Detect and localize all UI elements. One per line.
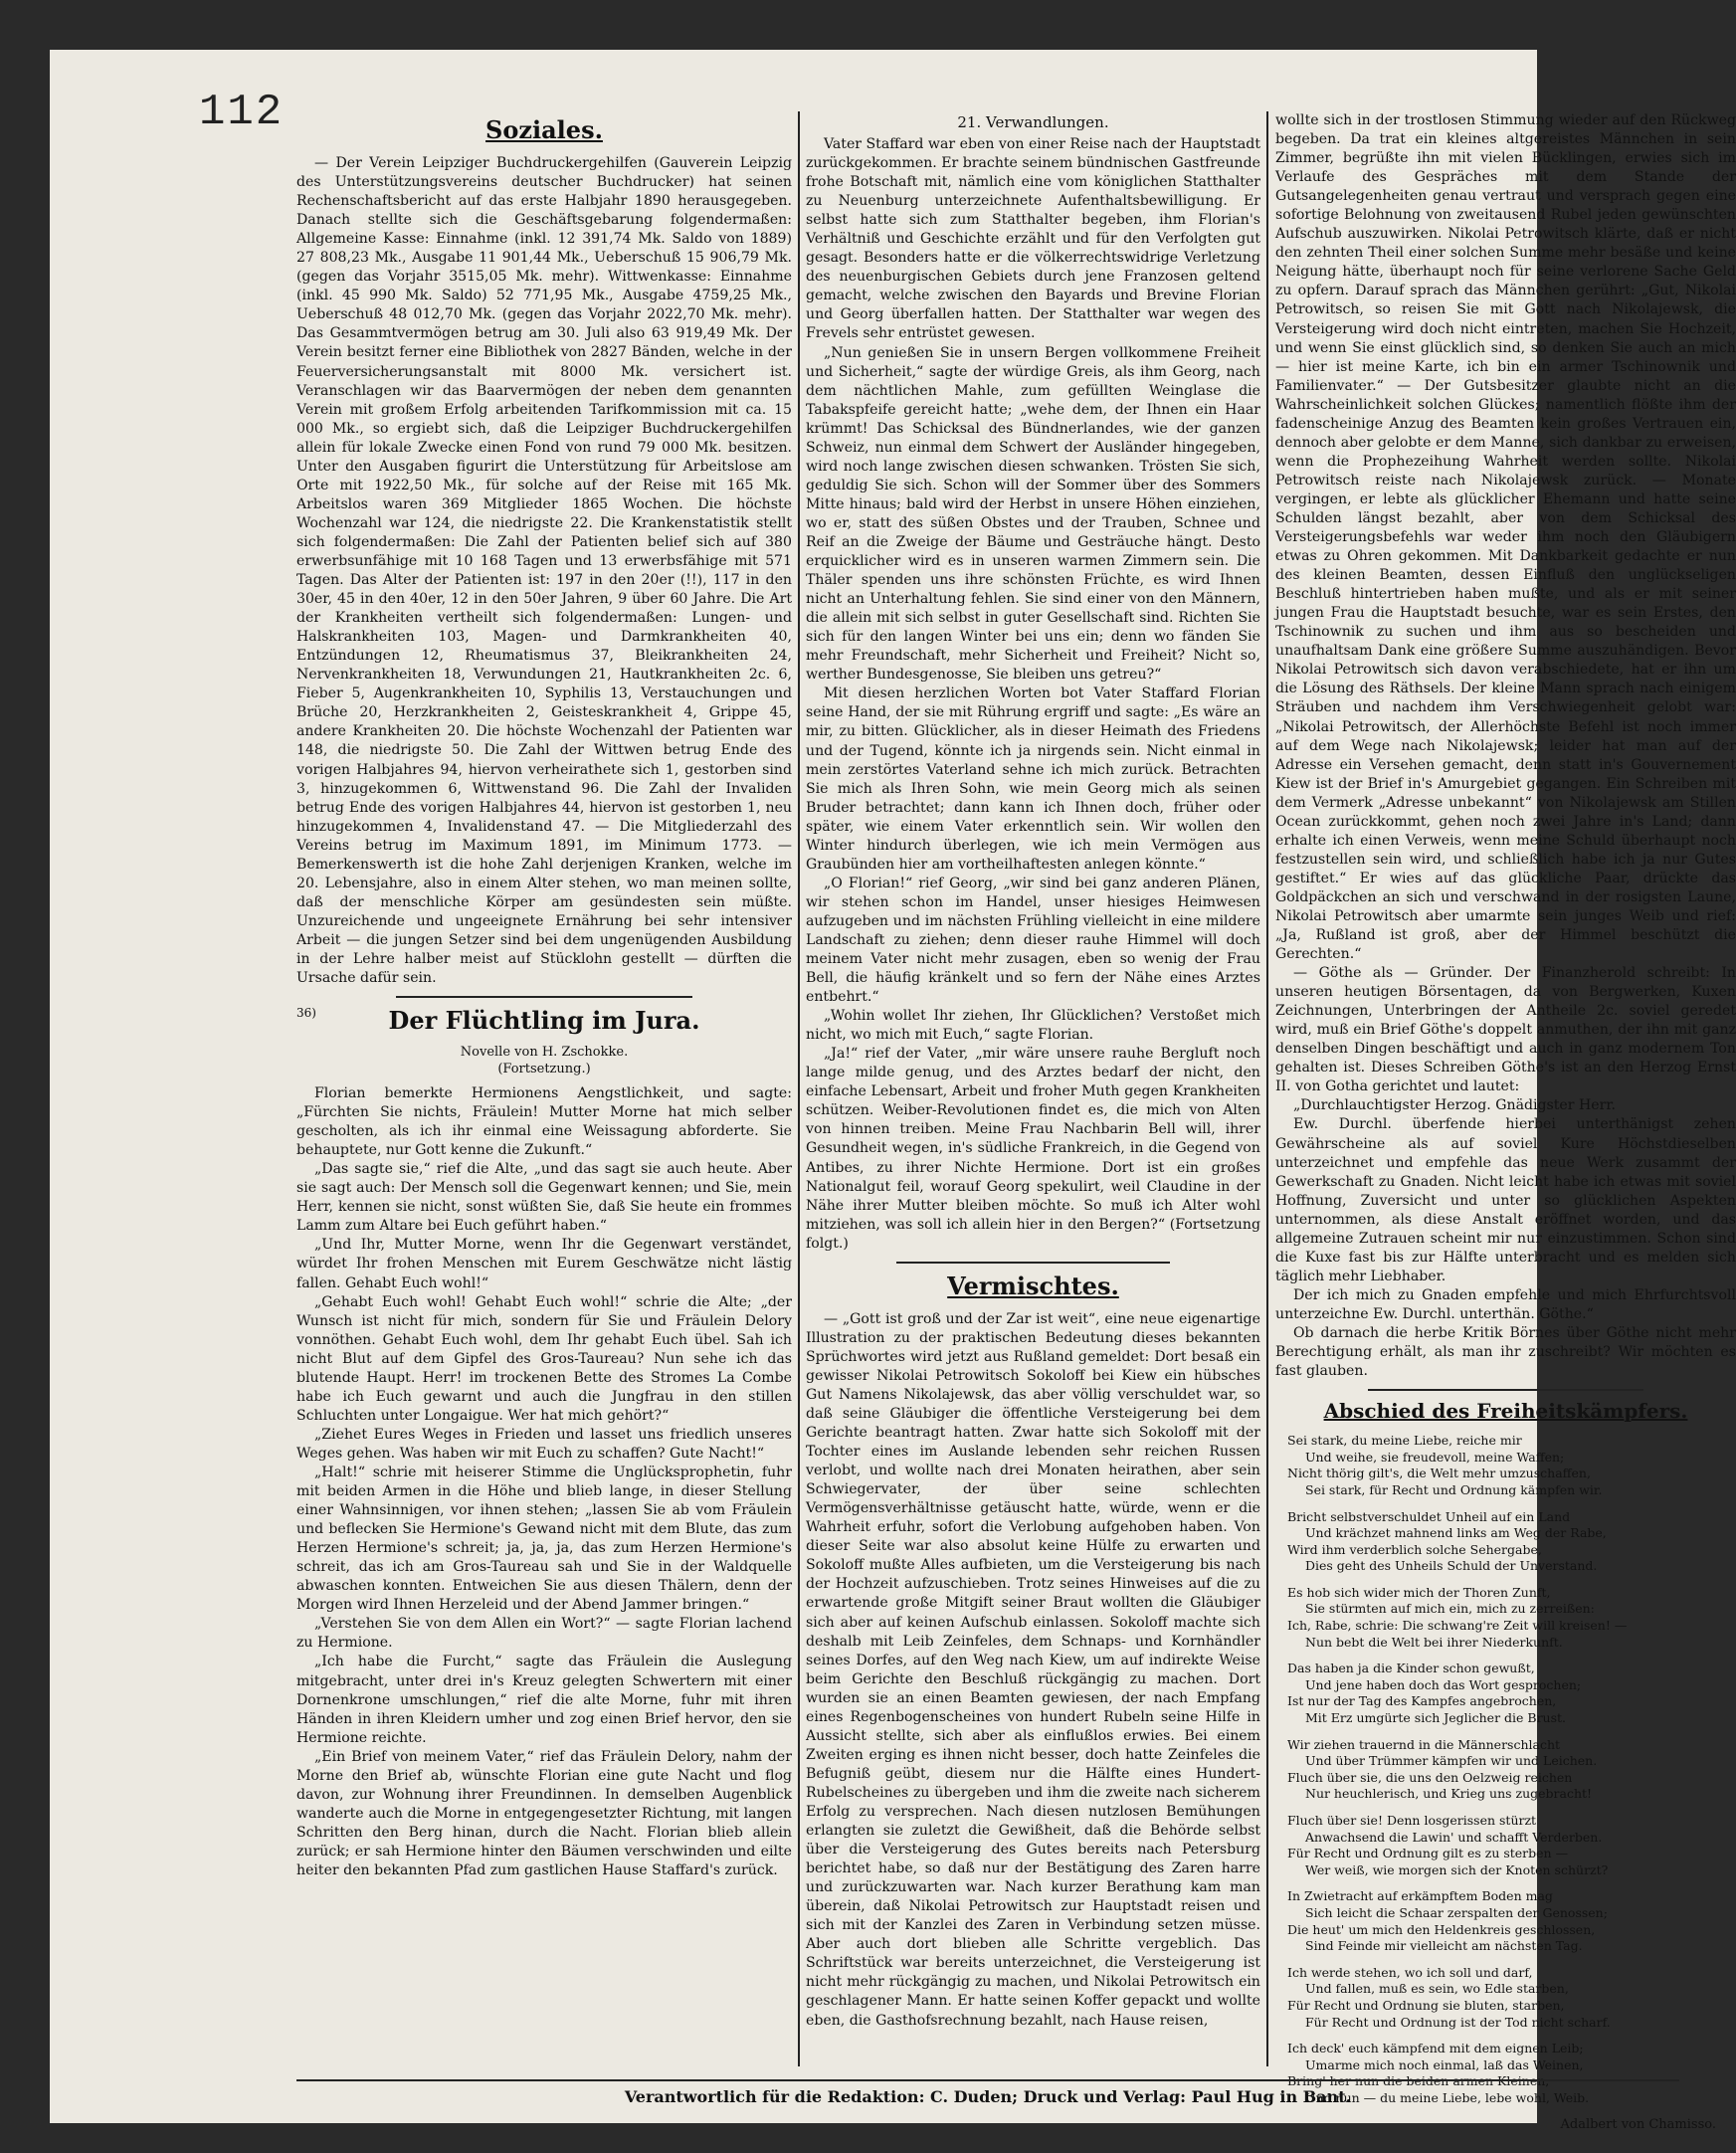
poem-line: Nur heuchlerisch, und Krieg uns zugebracht!: [1305, 1786, 1593, 1802]
poem-line: Ich werde stehen, wo ich soll und darf,: [1287, 1964, 1533, 1980]
novel-paragraph: „Ich habe die Furcht,“ sagte das Fräulein die Auslegung mitgebracht, unter drei in's Kreuz gelegten Schwertern mit einer Dornenkrone umschlungen,“ rief die alte Morne, fuhr mit ihren Händen in ihren Kleidern umher und zog einen Brief hervor, den sie Hermione reichte.: [296, 1654, 792, 1746]
column-rule: [1266, 111, 1268, 2066]
poem-line: Wird ihm verderblich solche Sehergabe,: [1287, 1541, 1542, 1557]
poem-line: In Zwietracht auf erkämpftem Boden mag: [1287, 1888, 1553, 1904]
poem-line: Das haben ja die Kinder schon gewußt,: [1287, 1661, 1535, 1676]
novel-paragraph: „Ziehet Eures Weges in Frieden und lasset uns friedlich unseres Weges gehen. Was haben wir mit Euch zu schaffen? Gute Nacht!“: [296, 1426, 792, 1462]
poem-line: Ich deck' euch kämpfend mit dem eignen Leib;: [1287, 2041, 1584, 2056]
poem-line: Bring' her nun die beiden armen Kleinen,: [1287, 2073, 1550, 2089]
chapter-heading: 21. Verwandlungen.: [957, 113, 1109, 131]
poem-line: Für Recht und Ordnung gilt es zu sterben —: [1287, 1846, 1569, 1861]
letter-salutation: „Durchlauchtigster Herzog. Gnädigster Herr.: [1293, 1097, 1617, 1114]
poem: [1275, 1433, 1736, 2106]
novel-paragraph: „Und Ihr, Mutter Morne, wenn Ihr die Gegenwart verständet, würdet Ihr frohen Menschen mit Eurem Geschwätze nicht lästig fallen. Gehabt Euch wohl!“: [296, 1237, 792, 1291]
poem-line: Sei stark, du meine Liebe, reiche mir: [1287, 1433, 1522, 1449]
novel-paragraph: „Gehabt Euch wohl! Gehabt Euch wohl!“ schrie die Alte; „der Wunsch ist nicht für mich, sondern für Sie und Fräulein Delory vonnöthen. Gehabt Euch wohl, dem Ihr gehabt Euch übel. Sah ich nicht Blut auf dem Gipfel des Gros-Taureau? Nun sehe ich das blutende Haupt. Herr! im trockenen Bette des Stromes La Combe habe ich Euch gewarnt und auch die Jungfrau in den stillen Schluchten unter Longaigue. Wer hat mich gehört?“: [296, 1293, 792, 1424]
poem-line: Und nun — du meine Liebe, lebe wohl, Weib.: [1305, 2089, 1590, 2105]
poem-line: Ich, Rabe, schrie: Die schwang're Zeit will kreisen! —: [1287, 1618, 1628, 1634]
poem-stanza: [1287, 1509, 1736, 1575]
novel-paragraph: „Halt!“ schrie mit heiserer Stimme die Unglücksprophetin, fuhr mit beiden Armen in die Höhe und blieb lange, in dieser Stellung einer Wahnsinnigen, vor ihnen stehen; „lassen Sie ab vom Fräulein und beflecken Sie Hermione's Gewand nicht mit dem Blute, das zum Herzen Hermione's schreit; ja, ja, ja, das zum Herzen Hermione's schreit, das ich am Gros-Taureau sah und Sie in der Waldquelle abwaschen konnten. Entweichen Sie aus diesen Thälern, denn der Morgen wird Ihnen Herzeleid und der Abend Jammer bringen.“: [296, 1465, 792, 1614]
section-title-soziales: Soziales.: [485, 115, 603, 144]
letter-body: Ew. Durchl. überfende hierbei unterthänigst zehen Gewährscheine als auf soviel Kure Höchstdieselben unterzeichnet und empfehle das neue Werk zusammt der Gewerkschaft zu Gnaden. Nicht leicht habe ich etwas mit soviel Hoffnung, Zuversicht und unter so glücklichen Aspekten unternommen, als diese Anstalt eröffnet worden, und das allgemeine Zutrauen scheint mir nur einzustimmen. Schon sind die Kuxe fast bis zur Hälfte unterbracht und es melden sich täglich mehr Liebhaber.: [1275, 1116, 1736, 1284]
poem-line: Wir ziehen trauernd in die Männerschlacht: [1287, 1736, 1561, 1752]
poem-line: Umarme mich noch einmal, laß das Weinen,: [1305, 2056, 1584, 2072]
novel-header: [296, 1006, 792, 1035]
poem-stanza: [1287, 1737, 1736, 1803]
poem-line: Und über Trümmer kämpfen wir und Leichen.: [1305, 1753, 1598, 1769]
article-paragraph: — Der Verein Leipziger Buchdruckergehilfen (Gauverein Leipzig des Unterstützungsvereins deutscher Buchdrucker) hat seinen Rechenschaftsbericht auf das erste Halbjahr 1890 herausgegeben. Danach stellte sich die Geschäftsgebarung folgendermaßen: Allgemeine Kasse: Einnahme (inkl. 12 391,74 Mk. Saldo von 1889) 27 808,23 Mk., Ausgabe 11 901,44 Mk., Ueberschuß 15 906,79 Mk. (gegen das Vorjahr 3515,05 Mk. mehr). Wittwenkasse: Einnahme (inkl. 45 990 Mk. Saldo) 52 771,95 Mk., Ausgabe 4759,25 Mk., Ueberschuß 48 012,70 Mk. (gegen das Vorjahr 2022,70 Mk. mehr). Das Gesammtvermögen betrug am 30. Juli also 63 919,49 Mk. Der Verein besitzt ferner eine Bibliothek von 2827 Bänden, welche in der Feuerversicherungsanstalt mit 8000 Mk. versichert ist. Veranschlagen wir das Baarvermögen der neben dem genannten Verein mit großem Erfolg arbeitenden Tarifkommission mit ca. 15 000 Mk., so ergiebt sich, daß die Leipziger Buchdruckergehilfen allein für lokale Zwecke einen Fond von rund 79 000 Mk. besitzen. Unter den Ausgaben figurirt die Unterstützung für Arbeitslose am Orte mit 1922,50 Mk., für solche auf der Reise mit 165 Mk. Arbeitslos waren 369 Mitglieder 1865 Wochen. Die höchste Wochenzahl war 124, die niedrigste 22. Die Krankenstatistik stellt sich folgendermaßen: Die Zahl der Patienten belief sich auf 380 erwerbsunfähige mit 10 168 Tagen und 13 erwerbsfähige mit 571 Tagen. Das Alter der Patienten ist: 197 in den 20er (!!), 117 in den 30er, 45 in den 40er, 12 in den 50er Jahren, 9 über 60 Jahre. Die Art der Krankheiten vertheilt sich folgendermaßen: Lungen- und Halskrankheiten 103, Magen- und Darmkrankheiten 40, Entzündungen 12, Rheumatismus 37, Bleikrankheiten 24, Nervenkrankheiten 18, Verwundungen 21, Hautkrankheiten 2c. 6, Fieber 5, Augenkrankheiten 10, Syphilis 13, Verstauchungen und Brüche 20, Herzkrankheiten 2, Geisteskrankheit 4, Grippe 45, andere Krankheiten 20. Die höchste Wochenzahl der Patienten war 148, die niedrigste 50. Die Zahl der Wittwen betrug Ende des vorigen Halbjahres 94, hiervon verheirathete sich 1, gestorben sind 3, hinzugekommen 6, Wittwenstand 96. Die Zahl der Invaliden betrug Ende des vorigen Halbjahres 44, hiervon ist gestorben 1, neu hinzugekommen 4, Invalidenstand 47. — Die Mitgliederzahl des Vereins betrug im Maximum 1891, im Minimum 1773. — Bemerkenswerth ist die hohe Zahl derjenigen Kranken, welche im 20. Lebensjahre, also in einem Alter stehen, wo man meinen sollte, daß der menschliche Körper am gesündesten sein müßte. Unzureichende und ungeeignete Ernährung bei sehr intensiver Arbeit — die jungen Setzer sind bei dem ungenügenden Ausbildung in der Lehre halber meist auf Stücklohn gestellt — dürften die Ursache dafür sein.: [296, 155, 792, 987]
divider: [896, 1262, 1169, 1264]
story-paragraph: „Wohin wollet Ihr ziehen, Ihr Glücklichen? Verstoßet mich nicht, wo mich mit Euch,“ sagte Florian.: [806, 1008, 1260, 1044]
novel-paragraph: „Ein Brief von meinem Vater,“ rief das Fräulein Delory, nahm der Morne den Brief ab, wünschte Florian eine gute Nacht und flog davon, zur Wohnung ihrer Freundinnen. In demselben Augenblick wanderte auch die Morne in entgegengesetzter Richtung, mit langen Schritten den Berg hinan, durch die Nacht. Florian blieb allein zurück; er sah Hermione hinter den Bäumen verschwinden und eilte heiter den bekannten Pfad zum gastlichen Hause Staffard's zurück.: [296, 1748, 792, 1878]
story-paragraph: Mit diesen herzlichen Worten bot Vater Staffard Florian seine Hand, der sie mit Rührung ergriff und sagte: „Es wäre an mir, zu bitten. Glücklicher, als in dieser Heimath des Friedens und der Tugend, könnte ich ja nirgends sein. Nicht einmal in mein zerstörtes Vaterland sehne ich mich zurück. Betrachten Sie mich als Ihren Sohn, wie mein Georg mich als seinen Bruder betrachtet; dann kann ich Ihnen doch, früher oder später, wie einem Vater erkenntlich sein. Wir wollen den Winter hindurch überlegen, wie ich mein Vermögen aus Graubünden hier am vortheilhaftesten anlegen könnte.“: [806, 685, 1260, 873]
story-paragraph: „Ja!“ rief der Vater, „mir wäre unsere rauhe Bergluft noch lange milde genug, und des Arztes bedarf der nicht, den einfache Lebensart, Arbeit und froher Muth gegen Krankheiten schützen. Weiber-Revolutionen findet es, die mich von Alten von hinnen treiben. Meine Frau Nachbarin Bell will, ihrer Gesundheit wegen, in's südliche Frankreich, in die Gegend von Antibes, zu ihrer Nichte Hermione. Dort ist ein großes Nationalgut feil, worauf Georg spekulirt, weil Claudine in der Nähe ihrer Mutter bleiben möchte. So muß ich Alter wohl mitziehen, was soll ich allein hier in den Bergen?“ (Fortsetzung folgt.): [806, 1046, 1260, 1252]
poem-title: Abschied des Freiheitskämpfers.: [1323, 1399, 1688, 1424]
poem-line: Ist nur der Tag des Kampfes angebrochen,: [1287, 1693, 1557, 1709]
column-middle: [806, 111, 1260, 2066]
poem-line: Es hob sich wider mich der Thoren Zunft,: [1287, 1584, 1551, 1600]
serial-number: 36): [296, 1006, 316, 1021]
poem-stanza: [1287, 1433, 1736, 1498]
poem-line: Mit Erz umgürte sich Jeglicher die Brust.: [1305, 1710, 1567, 1726]
article-paragraph: — Göthe als — Gründer. Der Finanzherold schreibt: In unseren heutigen Börsentagen, da von Bergwerken, Kuxen Zeichnungen, Unterbringen der Antheile 2c. soviel geredet wird, muß ein Brief Göthe's doppelt anmuthen, der ihn mit ganz denselben Dingen beschäftigt und auch in ganz modernem Ton gehalten ist. Dieses Schreiben Göthe's ist an den Herzog Ernst II. von Gotha gerichtet und lautet:: [1275, 965, 1736, 1095]
poem-line: Und jene haben doch das Wort gesprochen;: [1305, 1676, 1582, 1692]
poem-stanza: [1287, 1661, 1736, 1726]
column-left: [296, 111, 792, 2066]
novel-paragraph: „Verstehen Sie von dem Allen ein Wort?“ — sagte Florian lachend zu Hermione.: [296, 1616, 792, 1652]
poem-line: Sei stark, für Recht und Ordnung kämpfen wir.: [1305, 1481, 1603, 1497]
poem-line: Anwachsend die Lawin' und schafft Verderben.: [1305, 1829, 1603, 1845]
novel-continued: (Fortsetzung.): [497, 1062, 591, 1077]
letter-closing: Der ich mich zu Gnaden empfehle und mich Ehrfurchtsvoll unterzeichne Ew. Durchl. unterthän. Göthe.“: [1275, 1286, 1736, 1322]
divider: [1368, 1389, 1644, 1391]
poem-line: Sie stürmten auf mich ein, mich zu zerreißen:: [1305, 1601, 1595, 1617]
poem-line: Sich leicht die Schaar zerspalten der Genossen;: [1305, 1904, 1608, 1920]
imprint-footer: Verantwortlich für die Redaktion: C. Duden; Druck und Verlag: Paul Hug in Bant.: [296, 2079, 1679, 2106]
poem-line: Sind Feinde mir vielleicht am nächsten Tag.: [1305, 1938, 1583, 1954]
novel-author: Novelle von H. Zschokke.: [460, 1045, 629, 1061]
poem-stanza: [1287, 1585, 1736, 1651]
poem-line: Wer weiß, wie morgen sich der Knoten schürzt?: [1305, 1861, 1609, 1877]
page-number: 112: [199, 88, 285, 137]
novel-title: Der Flüchtling im Jura.: [388, 1006, 700, 1036]
poem-line: Bricht selbstverschuldet Unheil auf ein Land: [1287, 1508, 1571, 1524]
article-paragraph: wollte sich in der trostlosen Stimmung wieder auf den Rückweg begeben. Da trat ein kleines altgereistes Männchen in sein Zimmer, begrüßte ihn mit vielen Bücklingen, erwies sich im Verlaufe des Gespräches mit dem Stande der Gutsangelegenheiten genau vertraut und versprach gegen eine sofortige Belohnung von zweitausend Rubel jeden gewünschten Aufschub auszuwirken. Nikolai Petrowitsch klärte, daß er nicht den zehnten Theil einer solchen Summe mehr besäße und keine Neigung hätte, überhaupt noch für seine verlorene Sache Geld zu opfern. Darauf sprach das Männchen gerührt: „Gut, Nikolai Petrowitsch, so reisen Sie mit Gott nach Nikolajewsk, die Versteigerung wird doch nicht eintreten, machen Sie Hochzeit, und wenn Sie einst glücklich sind, so denken Sie auch an mich — hier ist meine Karte, ich bin ein armer Tschinownik und Familienvater.“ — Der Gutsbesitzer glaubte nicht an die Wahrscheinlichkeit solchen Glückes; namentlich flößte ihm der fadenscheinige Anzug des Beamten kein großes Vertrauen ein, dennoch aber gelobte er dem Manne, sich dankbar zu erweisen, wenn die Prophezeihung Wahrheit werden sollte. Nikolai Petrowitsch reiste nach Nikolajewsk zurück. — Monate vergingen, er lebte als glücklicher Ehemann und hatte seine Schulden längst bezahlt, aber von dem Schicksal des Versteigerungsbefehls war weder ihm noch den Gläubigern etwas zu Ohren gekommen. Mit Dankbarkeit gedachte er nun des kleinen Beamten, dessen Einfluß den unglückseligen Beschluß hintertrieben haben mußte, und als er mit seiner jungen Frau die Hauptstadt besuchte, war es sein Erstes, den Tschinownik zu suchen und ihm aus so bescheiden und unaufhaltsam Dank eine größere Summe auszuhändigen. Bevor Nikolai Petrowitsch sich davon verabschiedete, hat er ihn um die Lösung des Räthsels. Der kleine Mann sprach nach einigem Sträuben und nachdem ihm Verschwiegenheit gelobt war: „Nikolai Petrowitsch, der Allerhöchste Befehl ist noch immer auf dem Wege nach Nikolajewsk; leider hat man auf der Adresse ein Versehen gemacht, denn statt in's Gouvernement Kiew ist der Brief in's Amurgebiet gegangen. Ein Schreiben mit dem Vermerk „Adresse unbekannt“ von Nikolajewsk am Stillen Ocean zurückkommt, gehen noch zwei Jahre in's Land; dann erhalte ich einen Verweis, wenn meine Schuld überhaupt noch festzustellen sein wird, und schließlich habe ich ja nur Gutes gestiftet.“ Er wies auf das glückliche Paar, drückte das Goldpäckchen an sich und verschwand in der rosigsten Laune, Nikolai Petrowitsch aber umarmte sein junges Weib und rief: „Ja, Rußland ist groß, aber der Himmel beschützt die Gerechten.“: [1275, 112, 1736, 963]
poem-line: Die heut' um mich den Heldenkreis geschlossen,: [1287, 1921, 1596, 1937]
poem-line: Und weihe, sie freudevoll, meine Waffen;: [1305, 1449, 1565, 1465]
novel-paragraph: Florian bemerkte Hermionens Aengstlichkeit, und sagte: „Fürchten Sie nichts, Fräulein! Mutter Morne hat mich selber gescholten, als ich ihr einmal eine Weissagung abforderte. Sie behauptete, nur Gott kenne die Zukunft.“: [296, 1085, 792, 1159]
column-rule: [798, 111, 800, 2066]
poem-line: Nicht thörig gilt's, die Welt mehr umzuschaffen,: [1287, 1466, 1591, 1481]
poem-line: Fluch über sie, die uns den Oelzweig reichen: [1287, 1769, 1573, 1785]
poem-stanza: [1287, 1813, 1736, 1878]
poem-stanza: [1287, 1888, 1736, 1954]
poem-line: Nun bebt die Welt bei ihrer Niederkunft.: [1305, 1634, 1563, 1650]
story-paragraph: „O Florian!“ rief Georg, „wir sind bei ganz anderen Plänen, wir stehen schon im Handel, unser hiesiges Heimwesen aufzugeben und im nächsten Frühling vielleicht in eine mildere Landschaft zu ziehen; denn dieser rauhe Himmel will doch meinem Vater nicht mehr zusagen, eben so wenig der Frau Bell, die häufig kränkelt und so fern der Nähe eines Arztes entbehrt.“: [806, 875, 1260, 1006]
poem-line: Fluch über sie! Denn losgerissen stürzt: [1287, 1813, 1537, 1829]
poem-author: Adalbert von Chamisso.: [1560, 2116, 1716, 2132]
article-paragraph: — „Gott ist groß und der Zar ist weit“, eine neue eigenartige Illustration zu der praktischen Bedeutung dieses bekannten Sprüchwortes wird jetzt aus Rußland gemeldet: Dort besaß ein gewisser Nikolai Petrowitsch Sokoloff bei Kiew ein hübsches Gut Namens Nikolajewsk, das aber völlig verschuldet war, so daß seine Gläubiger die öffentliche Versteigerung bei dem Gerichte beantragt hatten. Zwar hatte sich Sokoloff mit der Tochter eines im Auslande lebenden sehr reichen Russen verlobt, und wollte nach drei Monaten heirathen, aber sein Schwiegervater, der über seine schlechten Vermögensverhältnisse getäuscht hatte, würde, wenn er die Wahrheit erfuhr, sofort die Verlobung aufgehoben haben. Von dieser Seite war also absolut keine Hülfe zu erwarten und Sokoloff mußte Alles aufbieten, um die Versteigerung bis nach der Hochzeit aufzuschieben. Trotz seines Hinweises auf die zu erwartende große Mitgift seiner Braut wollten die Gläubiger sich aber auf keinen Aufschub einlassen. Sokoloff machte sich deshalb mit Leib Zeinfeles, dem Schnaps- und Kornhändler seines Dorfes, auf den Weg nach Kiew, um auf indirekte Weise beim Gerichte den Beschluß rückgängig zu machen. Dort wurden sie an einen Beamten gewiesen, der nach Empfang eines Regenbogenscheines von hundert Rubeln seine Hilfe in Aussicht stellte, sich aber als einflußlos erwies. Bei einem Zweiten erging es ihnen nicht besser, doch hatte Zeinfeles die Befugniß geübt, diesem nur die Hälfte eines Hundert-Rubelscheines zu übergeben und ihm die zweite nach sicherem Erfolg zu versprechen. Nach diesen nutzlosen Bemühungen erlangten sie zuletzt die Gewißheit, daß die Behörde selbst über die Versteigerung des Gutes bereits nach Petersburg berichtet habe, so daß nur der Bestätigung des Zaren harre und zurückzuwarten war. Nach kurzer Berathung kam man überein, daß Nikolai Petrowitsch zur Hauptstadt reisen und sich mit der Kanzlei des Zaren in Verbindung setzen müsse. Aber auch dort blieben alle Schritte vergeblich. Das Schriftstück war bereits unterzeichnet, die Versteigerung ist nicht mehr rückgängig zu machen, und Nikolai Petrowitsch ein geschlagener Mann. Er hatte seinen Koffer gepackt und wollte eben, die Gasthofsrechnung bezahlt, nach Hause reisen,: [806, 1310, 1260, 2029]
column-right: [1275, 111, 1736, 2132]
section-title-vermischtes: Vermischtes.: [947, 1271, 1119, 1300]
story-paragraph: Vater Staffard war eben von einer Reise nach der Hauptstadt zurückgekommen. Er brachte seinem bündnischen Gastfreunde frohe Botschaft mit, nämlich eine vom königlichen Statthalter zu Neuenburg unterzeichnete Aufenthaltsbewilligung. Er selbst hatte sich zum Statthalter begeben, ihm Florian's Verhältniß und Geschichte erzählt und für den Verfolgten gut gesagt. Besonders hatte er die völkerrechtswidrige Verletzung des neuenburgischen Gebiets durch jene Franzosen geltend gemacht, welche zwischen den Bayards und Brevine Florian und Georg überfallen hatten. Der Statthalter war wegen des Frevels sehr entrüstet gewesen.: [806, 136, 1260, 342]
article-paragraph: Ob darnach die herbe Kritik Börnes über Göthe nicht mehr Berechtigung erhält, als man ihr zuschreibt? Wir möchten es fast glauben.: [1275, 1325, 1736, 1380]
newspaper-page: [50, 50, 1736, 2132]
poem-stanza: [1287, 1965, 1736, 2031]
poem-line: Für Recht und Ordnung ist der Tod nicht scharf.: [1305, 2014, 1611, 2030]
poem-line: Für Recht und Ordnung sie bluten, starben,: [1287, 1997, 1565, 2013]
divider: [396, 996, 693, 998]
novel-paragraph: „Das sagte sie,“ rief die Alte, „und das sagt sie auch heute. Aber sie sagt auch: Der Mensch soll die Gegenwart kennen; und Sie, mein Herr, kennen sie nicht, sonst wüßten Sie, daß Sie heute ein frommes Lamm zum Altare bei Euch geführt haben.“: [296, 1161, 792, 1235]
story-paragraph: „Nun genießen Sie in unsern Bergen vollkommene Freiheit und Sicherheit,“ sagte der würdige Greis, als ihm Georg, nach dem nächtlichen Mahle, zum gefüllten Weinglase die Tabakspfeife gereicht hatte; „wehe dem, der Ihnen ein Haar krümmt! Das Schicksal des Bündnerlandes, wie der ganzen Schweiz, nun einmal dem Schwert der Ausländer hingegeben, wird noch lange zwischen diesen schwanken. Trösten Sie sich, geduldig Sie sich. Schon will der Sommer über des Sommers Mitte hinaus; bald wird der Herbst in unsere Höhen einziehen, wo er, statt des süßen Obstes und der Trauben, Schnee und Reif an die Zweige der Bäume und Gesträuche hängt. Desto erquicklicher wird es in unseren warmen Zimmern sein. Die Thäler spenden uns ihre schönsten Früchte, es wird Ihnen nicht an Unterhaltung fehlen. Sie sind einer von den Männern, die allein mit sich selbst in guter Gesellschaft sind. Richten Sie sich für den langen Winter bei uns ein; denn wo fänden Sie mehr Freundschaft, mehr Sicherheit und Freiheit? Nicht so, werther Bundesgenosse, Sie bleiben uns getreu?“: [806, 344, 1260, 684]
poem-line: Und fallen, muß es sein, wo Edle starben,: [1305, 1981, 1569, 1997]
poem-line: Dies geht des Unheils Schuld der Unverstand.: [1305, 1558, 1598, 1574]
poem-line: Und krächzet mahnend links am Weg der Rabe,: [1305, 1525, 1607, 1541]
